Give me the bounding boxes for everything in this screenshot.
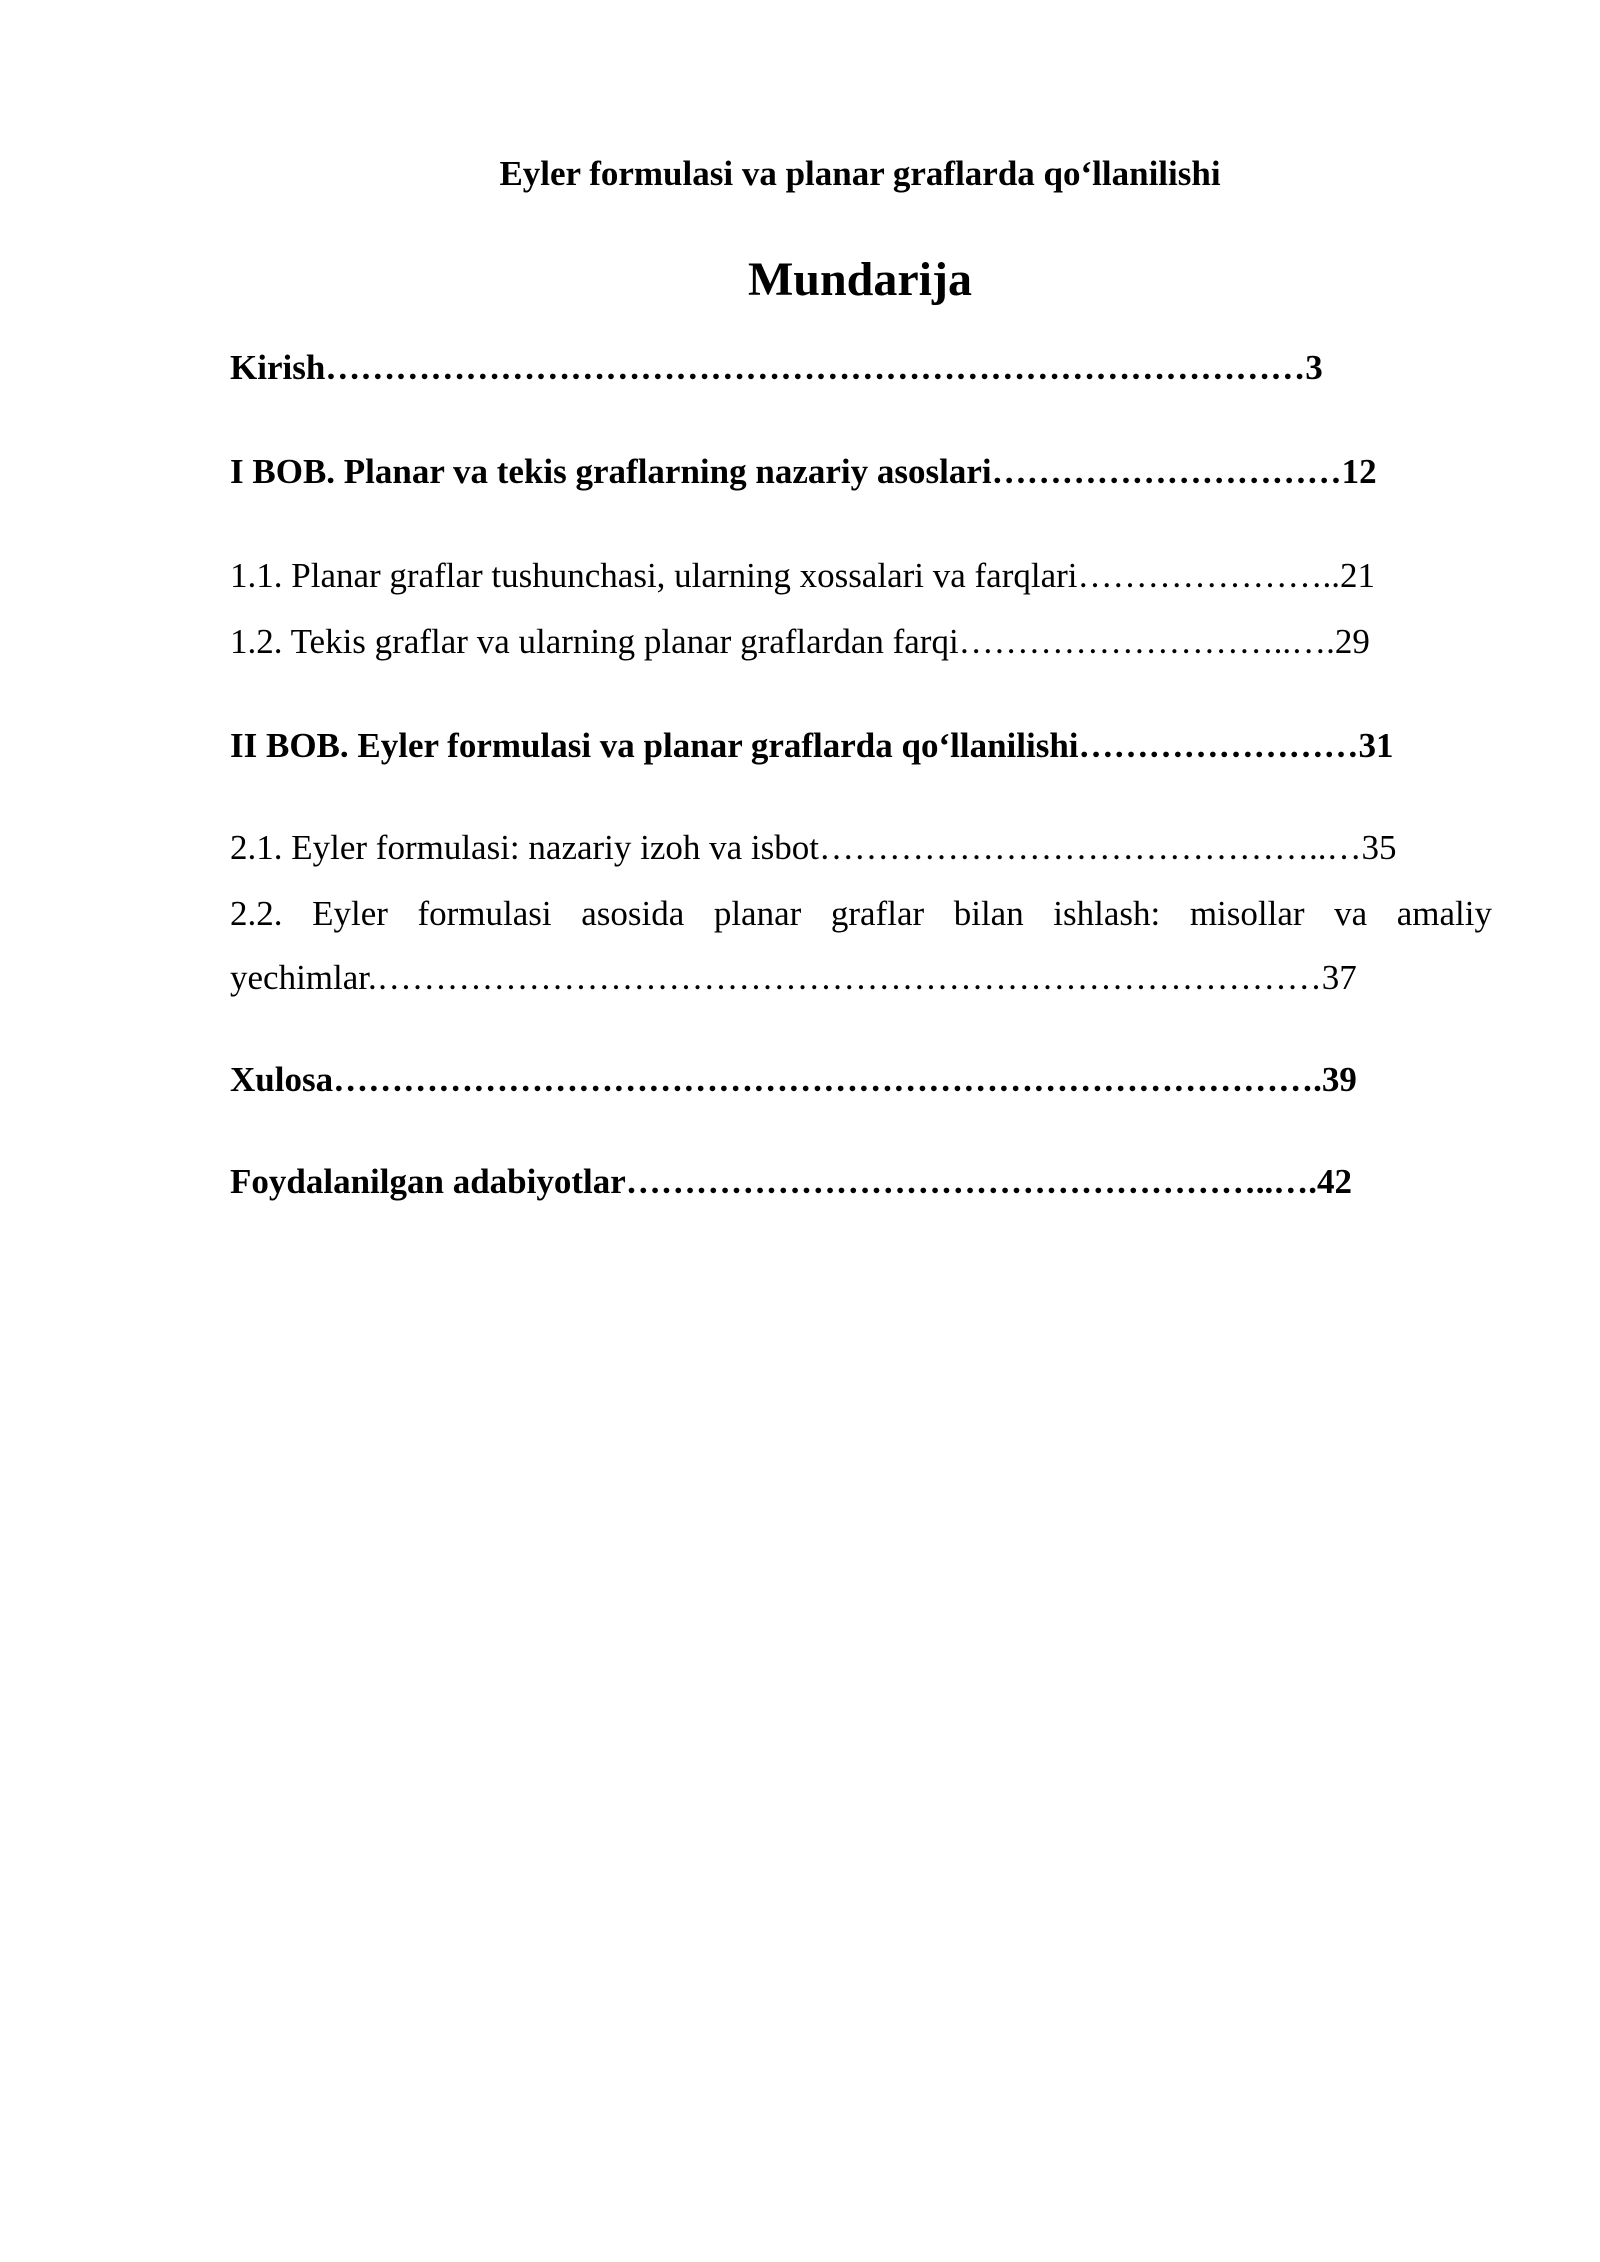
toc-entry-adabiyotlar [230,1160,1500,1204]
toc-entry-chapter-2-text: II BOB. Eyler formulasi va planar graflarda qo‘llanilishi……………………31 [230,726,1394,765]
toc-entry-xulosa-text: Xulosa………………………………………………………………………….39 [230,1060,1357,1099]
toc-entry-adabiyotlar-text: Foydalanilgan adabiyotlar………………………………………………..….42 [230,1162,1353,1201]
toc-entry-chapter-1-text: I BOB. Planar va tekis graflarning nazariy asoslari…………………………12 [230,452,1377,491]
toc-entry-kirish-text: Kirish…………………………………………………………………………3 [230,348,1323,387]
toc-entry-2-1 [230,826,1500,870]
toc-heading: Mundarija [747,253,972,306]
toc-entry-1-2-text: 1.2. Tekis graflar va ularning planar graflardan farqi………………………..….29 [230,622,1370,661]
toc-entry-chapter-1 [230,450,1500,494]
toc-entry-chapter-2 [230,724,1500,768]
toc-entry-1-1-text: 1.1. Planar graflar tushunchasi, ularning xossalari va farqlari…………………..21 [230,556,1376,595]
toc-entry-xulosa [230,1058,1500,1102]
toc-entry-kirish [230,346,1500,390]
toc-entry-2-2-line-1: 2.2. Eyler formulasi asosida planar graflar bilan ishlash: misollar va amaliy [230,894,1492,933]
document-title: Eyler formulasi va planar graflarda qo‘llanilishi [499,154,1221,193]
toc-entry-1-1 [230,554,1500,598]
toc-entry-2-2-line-2 [230,956,1500,1000]
toc-entry-2-1-text: 2.1. Eyler formulasi: nazariy izoh va isbot……………………………………..…35 [230,828,1397,867]
toc-entry-2-2-line-2-text: yechimlar.………………………………………………………………………37 [230,958,1357,997]
toc-entry-1-2 [230,620,1500,664]
